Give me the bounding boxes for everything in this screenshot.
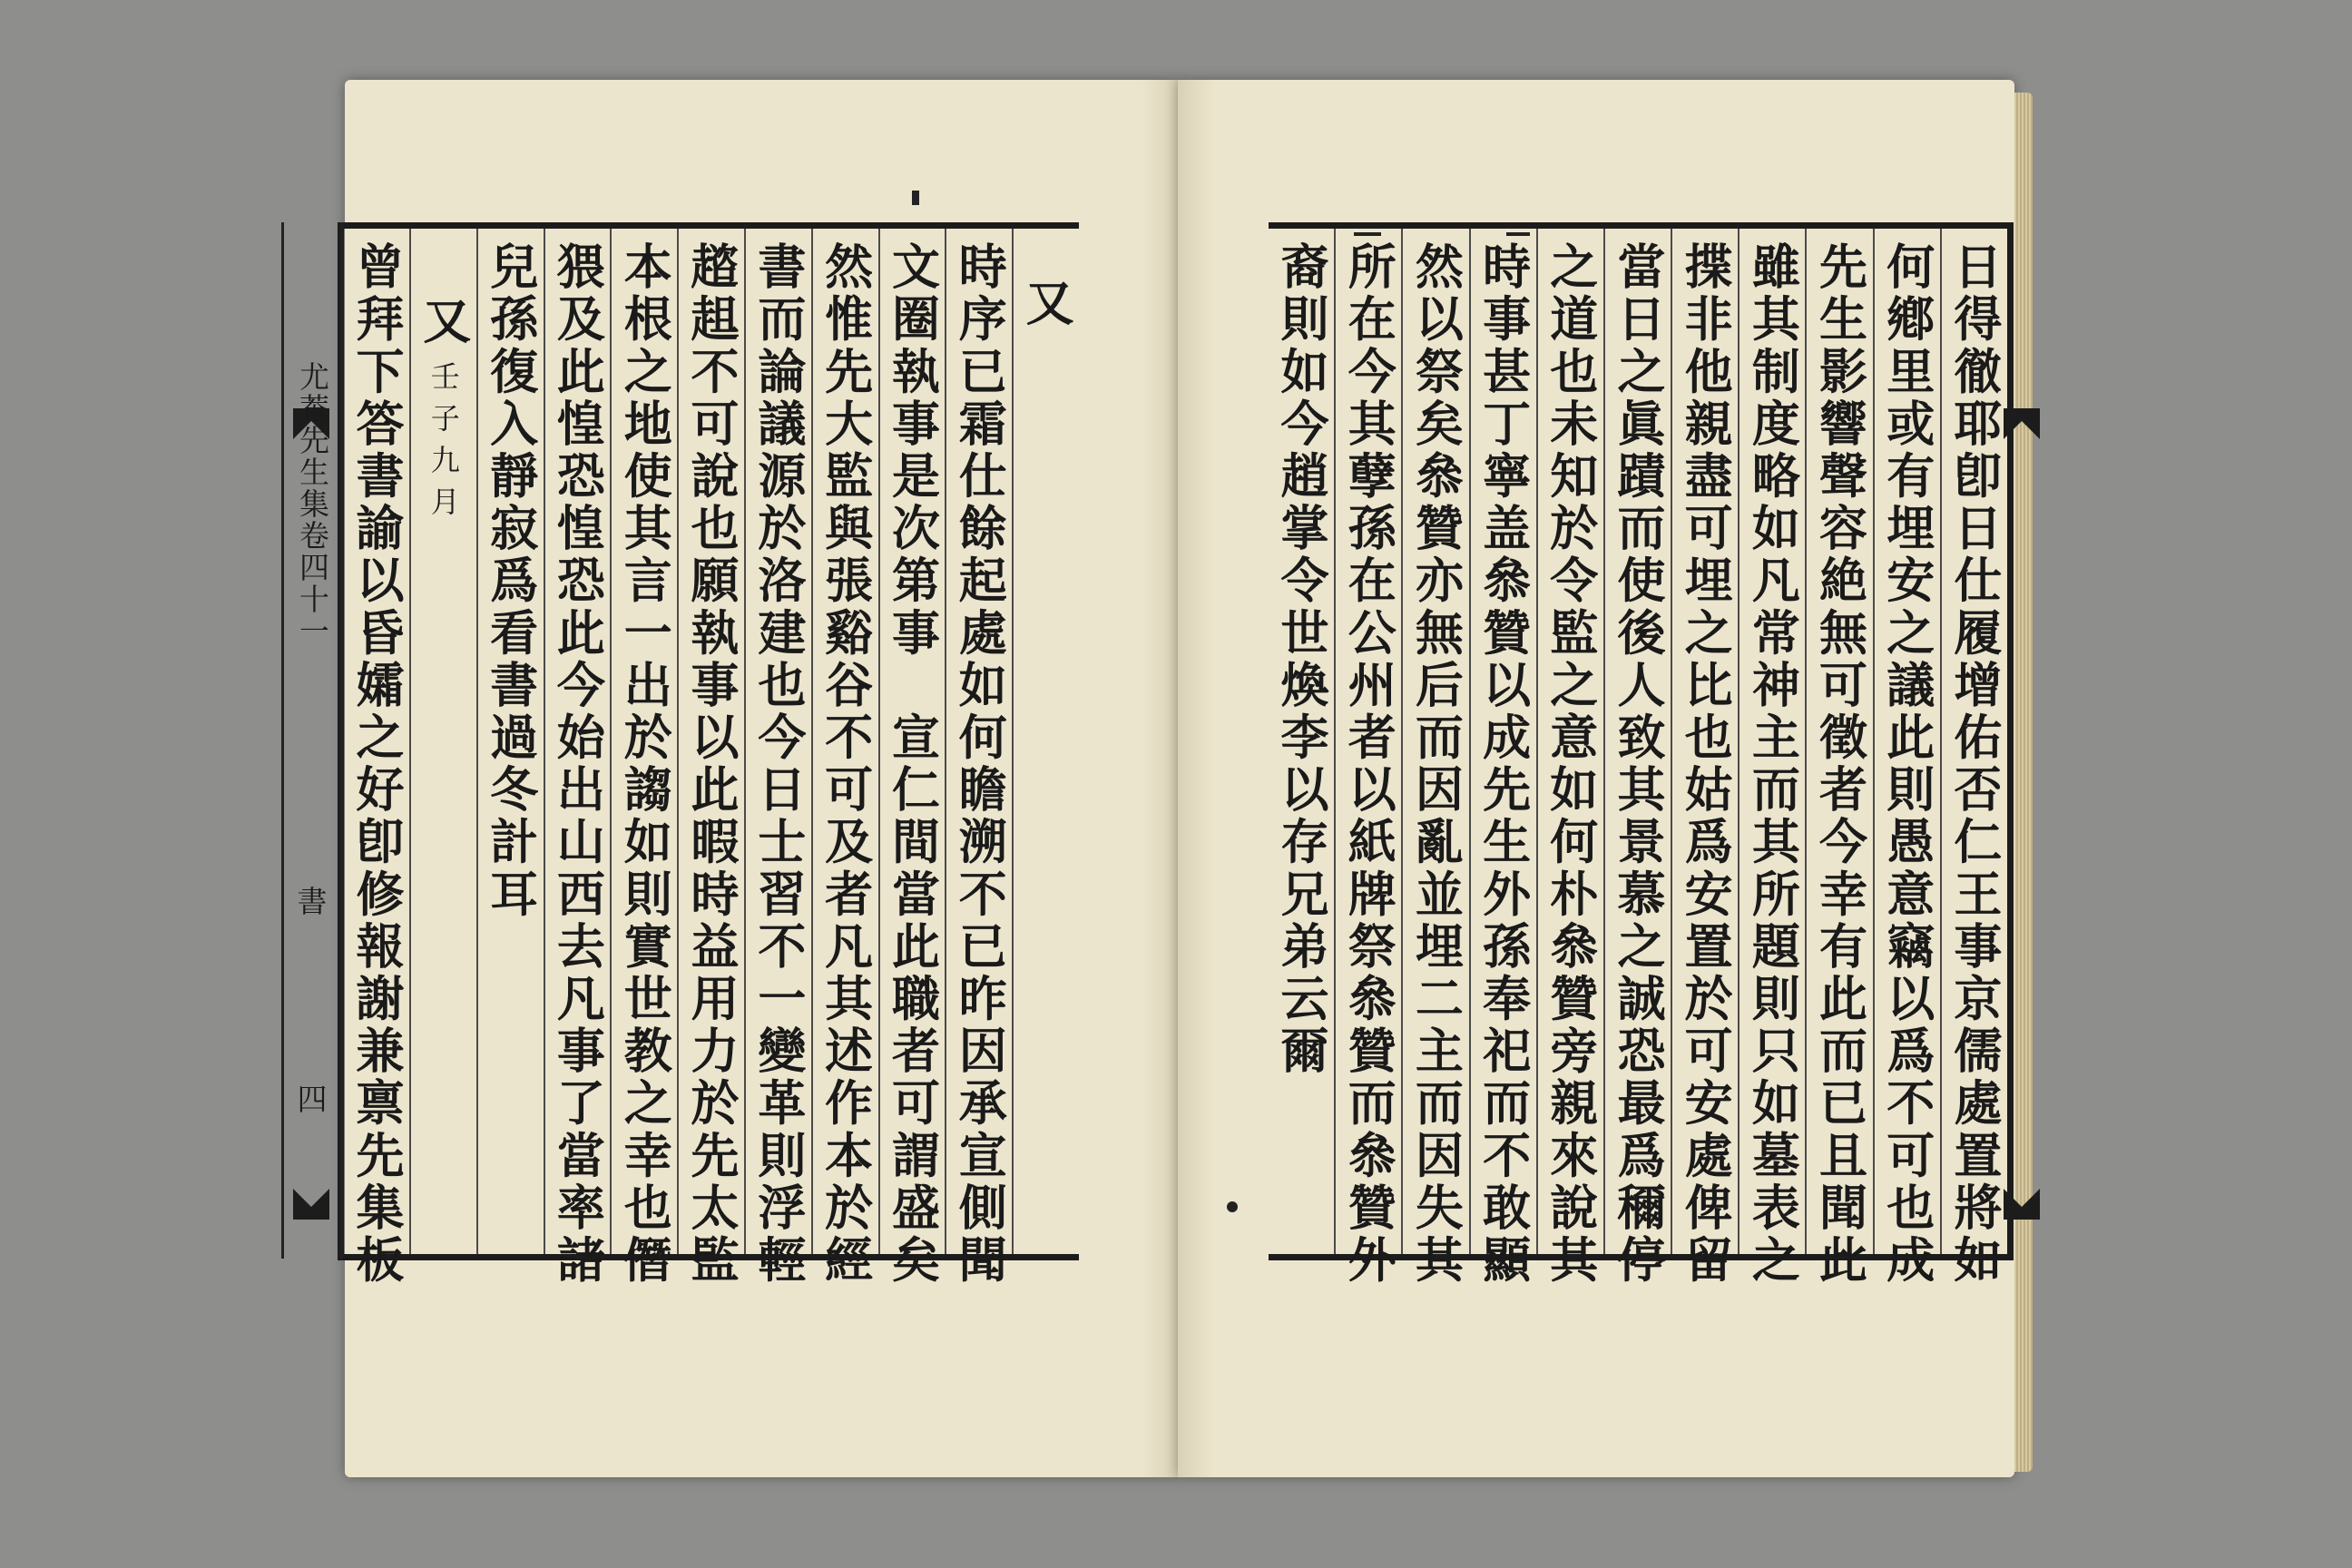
text-column: [1536, 229, 1603, 1287]
ink-mark: [1506, 232, 1530, 236]
column-text: 日得徹耶卽日仕履增佑否仁王事京儒處置將如: [1945, 241, 2003, 1287]
text-column: [1805, 229, 1872, 1287]
text-column: [344, 229, 409, 1287]
left-text-columns: [344, 229, 1079, 1287]
column-text: 趦趄不可說也願執事以此暇時益用力於先太監: [683, 241, 740, 1287]
column-text: 然以祭矣叅贊亦無后而因亂並埋二主而因失其: [1407, 241, 1465, 1287]
text-column: [1738, 229, 1805, 1287]
column-text: 曾拜下答書諭以昏孀之好卽修報謝兼禀先集板: [348, 241, 405, 1287]
banxin-title: 尤菴先生集卷四十一: [295, 360, 330, 647]
text-column: [476, 229, 544, 1254]
text-column: [1469, 229, 1536, 1287]
date-annotation: 壬子九月: [426, 360, 461, 528]
column-text: 雖其制度略如凡常神主而其所題則只如墓表之: [1744, 241, 1801, 1287]
right-text-columns: [1269, 229, 2007, 1287]
fish-tail-right-bottom-icon: [2004, 1189, 2040, 1220]
column-text: 揲非他親盡可埋之比也姑爲安置於可安處俾留: [1677, 241, 1734, 1287]
text-column: [1671, 229, 1738, 1287]
left-text-frame: [338, 222, 1079, 1287]
column-text: 當日之眞蹟而使後人致其景慕之誠恐最爲穪停: [1609, 241, 1666, 1287]
text-column: [811, 229, 878, 1287]
text-column: [1401, 229, 1468, 1287]
column-text: 本根之地使其言一出於謅如則實世教之幸也僭: [616, 241, 673, 1287]
column-text: 文圈執事是次第事 宣仁間當此職者可謂盛矣: [884, 241, 941, 1287]
ink-mark: [1354, 232, 1381, 236]
text-column: [677, 229, 744, 1287]
text-column: [610, 229, 677, 1287]
column-text: 時事甚丁寧盖叅贊以成先生外孫奉祀而不敢顯: [1475, 241, 1532, 1287]
text-column: [1873, 229, 1940, 1287]
right-fold-marks: [2014, 222, 2071, 1259]
ink-dot: [1227, 1201, 1238, 1212]
column-text: 先生影響聲容絶無可徵者今幸有此而已且聞此: [1811, 241, 1868, 1287]
text-column: [1940, 229, 2007, 1287]
column-text: 然惟先大監與張谿谷不可及者凡其述作本於經: [817, 241, 874, 1287]
column-text: 又: [1018, 278, 1075, 330]
ink-mark: [912, 191, 919, 205]
column-text: 又: [415, 296, 472, 348]
text-column: [1012, 229, 1079, 1254]
right-text-frame: [1269, 222, 2014, 1287]
fish-tail-bottom-icon: [293, 1189, 329, 1220]
text-column: [878, 229, 946, 1287]
column-text: 何鄕里或有埋安之議此則愚意竊以爲不可也成: [1878, 241, 1936, 1287]
banxin-text: [291, 331, 333, 1117]
column-text: 裔則如今趙掌令世煥李以存兄弟云爾: [1273, 241, 1330, 1078]
text-column: [945, 229, 1012, 1287]
column-text: 之道也未知於令監之意如何朴叅贊旁親來說其: [1542, 241, 1599, 1287]
banxin-section: 書: [297, 884, 328, 919]
text-column: [409, 229, 476, 1254]
column-text: 所在今其孽孫在公州者以紙牌祭叅贊而叅贊外: [1340, 241, 1397, 1287]
column-text: 兒孫復入靜寂爲看書過冬計耳: [482, 241, 539, 921]
text-column: [1334, 229, 1401, 1287]
text-column: [1269, 229, 1334, 1254]
banxin-column: [281, 222, 343, 1259]
banxin-page-number: 四: [297, 1082, 328, 1117]
text-column: [1603, 229, 1671, 1287]
fish-tail-right-top-icon: [2004, 408, 2040, 439]
column-text: 猥及此惶恐惶恐此今始出山西去凡事了當率諸: [549, 241, 606, 1287]
column-text: 時序已霜仕餘起處如何瞻溯不已昨因承宣側聞: [951, 241, 1008, 1287]
text-column: [544, 229, 611, 1287]
column-text: 書而論議源於洛建也今日士習不一變革則浮輕: [750, 241, 807, 1287]
text-column: [744, 229, 811, 1287]
